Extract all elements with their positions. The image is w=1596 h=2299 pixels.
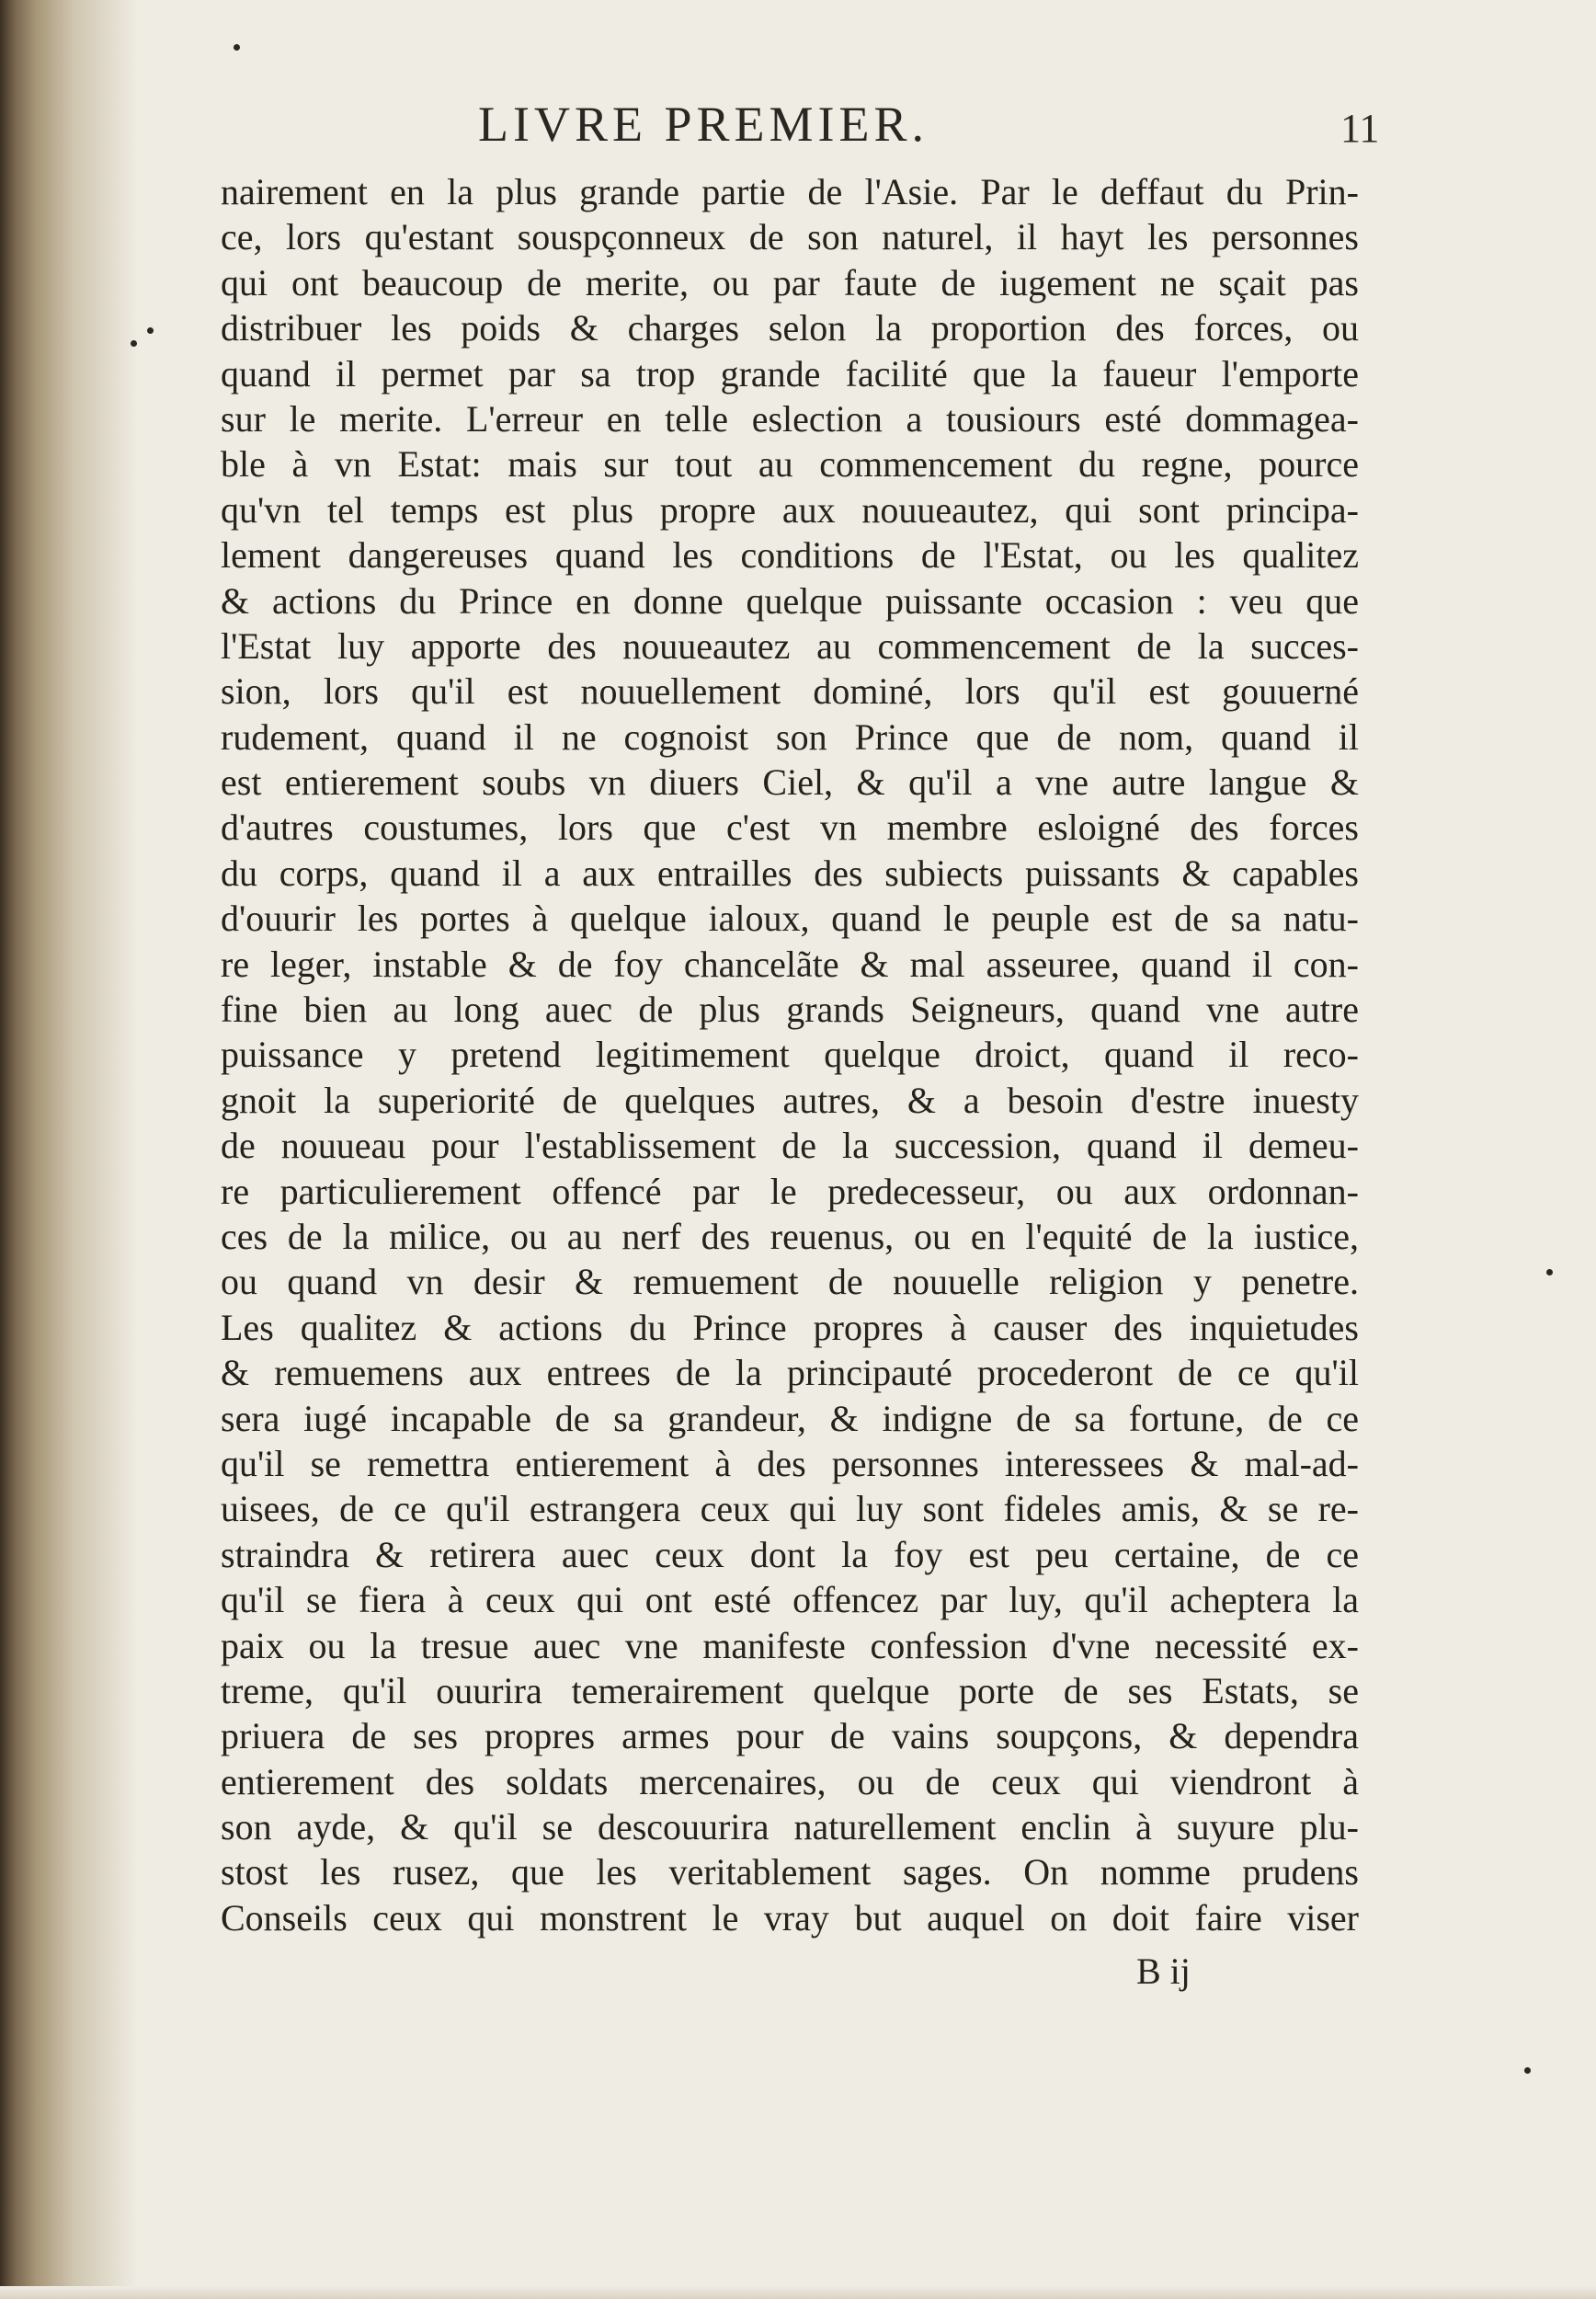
text-line: l'Estat luy apporte des nouueautez au commencement de la succes- <box>221 624 1359 667</box>
text-line: re leger, instable & de foy chancelãte & mal asseuree, quand il con- <box>221 943 1359 985</box>
page-bottom-edge <box>0 2286 1596 2299</box>
text-line: fine bien au long auec de plus grands Seigneurs, quand vne autre <box>221 989 1359 1031</box>
running-title: LIVRE PREMIER. <box>478 97 929 152</box>
text-line: qui ont beaucoup de merite, ou par faute de iugement ne sçait pas <box>221 261 1359 303</box>
text-line: quand il permet par sa trop grande facilité que la faueur l'emporte <box>221 352 1359 395</box>
text-line: ble à vn Estat: mais sur tout au commencement du regne, pource <box>221 443 1359 486</box>
text-line: gnoit la superiorité de quelques autres, & a besoin d'estre inuesty <box>221 1079 1359 1121</box>
text-line: entierement des soldats mercenaires, ou de ceux qui viendront à <box>221 1760 1359 1802</box>
binding-gutter <box>0 0 138 2299</box>
ink-speck <box>147 327 154 334</box>
text-line: d'ouurir les portes à quelque ialoux, quand le peuple est de sa natu- <box>221 898 1359 940</box>
text-line: lement dangereuses quand les conditions de l'Estat, ou les qualitez <box>221 534 1359 577</box>
text-line: Les qualitez & actions du Prince propres à causer des inquietudes <box>221 1306 1359 1348</box>
text-line: re particulierement offencé par le predecesseur, ou aux ordonnan- <box>221 1170 1359 1212</box>
text-line: qu'il se fiera à ceux qui ont esté offencez par luy, qu'il acheptera la <box>221 1579 1359 1621</box>
text-line: d'autres coustumes, lors que c'est vn membre esloigné des forces <box>221 806 1359 849</box>
ink-speck <box>234 44 240 51</box>
text-line: ces de la milice, ou au nerf des reuenus, ou en l'equité de la iustice, <box>221 1215 1359 1257</box>
text-line: qu'vn tel temps est plus propre aux nouueautez, qui sont principa- <box>221 488 1359 531</box>
text-line: son ayde, & qu'il se descouurira naturellement enclin à suyure plu- <box>221 1806 1359 1848</box>
text-line: puissance y pretend legitimement quelque droict, quand il reco- <box>221 1034 1359 1076</box>
ink-speck <box>131 340 137 347</box>
text-line: nairement en la plus grande partie de l'Asie. Par le deffaut du Prin- <box>221 171 1359 212</box>
body-text <box>221 169 1359 1940</box>
page-number: 11 <box>1340 106 1380 151</box>
text-line: sur le merite. L'erreur en telle eslection a tousiours esté dommagea- <box>221 397 1359 440</box>
text-line: du corps, quand il a aux entrailles des subiects puissants & capables <box>221 852 1359 894</box>
text-line: qu'il se remettra entierement à des personnes interessees & mal-ad- <box>221 1442 1359 1484</box>
text-line: distribuer les poids & charges selon la proportion des forces, ou <box>221 307 1359 349</box>
text-line: ce, lors qu'estant souspçonneux de son naturel, il hayt les personnes <box>221 216 1359 258</box>
text-line: priuera de ses propres armes pour de vains soupçons, & dependra <box>221 1715 1359 1757</box>
text-line: & actions du Prince en donne quelque puissante occasion : veu que <box>221 579 1359 622</box>
text-line: treme, qu'il ouurira temerairement quelque porte de ses Estats, se <box>221 1669 1359 1711</box>
signature-mark: B ij <box>1136 1950 1191 1992</box>
text-line: rudement, quand il ne cognoist son Prince que de nom, quand il <box>221 715 1359 758</box>
text-line: straindra & retirera auec ceux dont la foy est peu certaine, de ce <box>221 1533 1359 1575</box>
ink-speck <box>1524 2067 1531 2074</box>
text-line: Conseils ceux qui monstrent le vray but auquel on doit faire viser <box>221 1896 1359 1939</box>
text-line: sion, lors qu'il est nouuellement dominé, lors qu'il est gouuerné <box>221 670 1359 713</box>
text-line: paix ou la tresue auec vne manifeste confession d'vne necessité ex- <box>221 1624 1359 1666</box>
text-line: est entierement soubs vn diuers Ciel, & qu'il a vne autre langue & <box>221 761 1359 804</box>
text-line: ou quand vn desir & remuement de nouuelle religion y penetre. <box>221 1261 1359 1303</box>
ink-speck <box>1546 1269 1553 1275</box>
text-line: stost les rusez, que les veritablement sages. On nomme prudens <box>221 1851 1359 1893</box>
text-line: & remuemens aux entrees de la principauté procederont de ce qu'il <box>221 1352 1359 1394</box>
text-line: de nouueau pour l'establissement de la succession, quand il demeu- <box>221 1125 1359 1167</box>
text-line: sera iugé incapable de sa grandeur, & indigne de sa fortune, de ce <box>221 1397 1359 1439</box>
text-line: uisees, de ce qu'il estrangera ceux qui luy sont fideles amis, & se re- <box>221 1488 1359 1530</box>
